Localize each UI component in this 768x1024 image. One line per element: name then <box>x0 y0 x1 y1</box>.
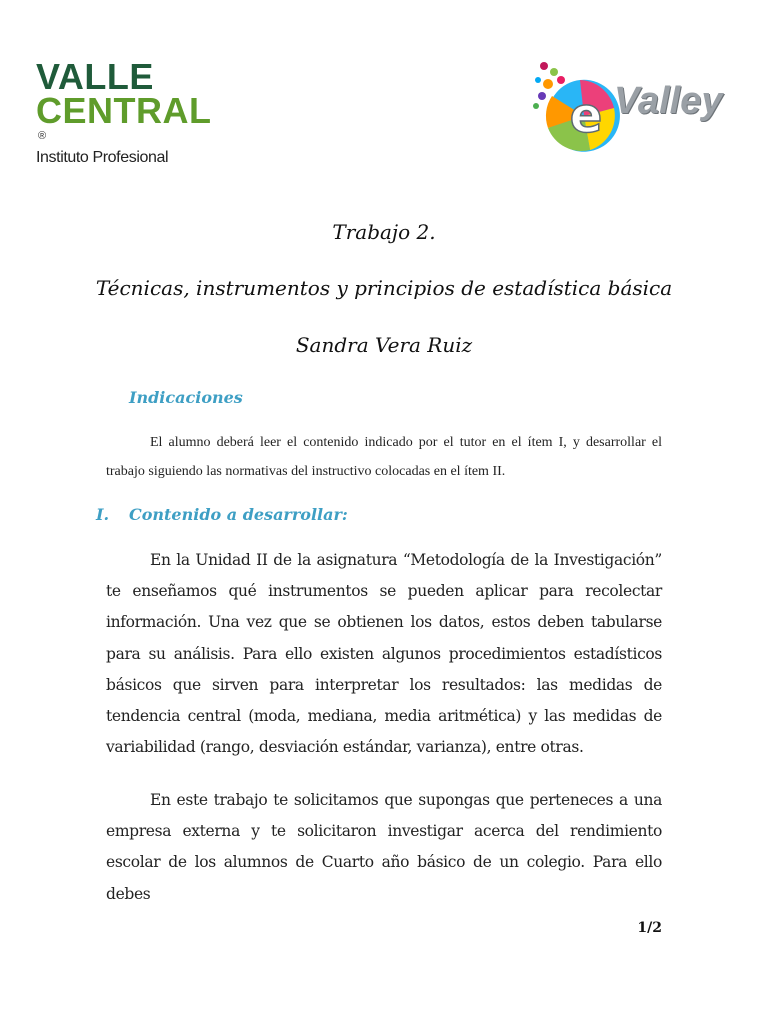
indicaciones-heading: Indicaciones <box>129 388 243 407</box>
section-heading: Contenido a desarrollar: <box>129 505 348 524</box>
section-number: I. <box>96 505 110 524</box>
evalley-logo <box>528 58 748 158</box>
evalley-e-letter: e <box>569 88 603 144</box>
content-paragraph-1: En la Unidad II de la asignatura “Metodología de la Investigación” te enseñamos qué instrumentos se pueden aplicar para recolectar información. Una vez que se obtienen los datos, estos deben tabularse para su análisis. Para ello existen algunos procedimientos estadísticos básicos que sirven para interpretar los resultados: las medidas de tendencia central (moda, mediana, media aritmética) y las medidas de variabilidad (rango, desviación estándar, varianza), entre otras. <box>106 551 662 757</box>
logo-line-valle: VALLE <box>36 56 154 97</box>
indicaciones-text: El alumno deberá leer el contenido indicado por el tutor en el ítem I, y desarrollar el trabajo siguiendo las normativas del instructivo colocadas en el ítem II. <box>106 435 662 479</box>
document-subtitle: Técnicas, instrumentos y principios de estadística básica <box>95 276 673 300</box>
content-paragraph-2: En este trabajo te solicitamos que supongas que perteneces a una empresa externa y te solicitaron investigar acerca del rendimiento escolar de los alumnos de Cuarto año básico de un colegio. Para ello debes <box>106 791 662 903</box>
page-number: 1/2 <box>637 920 662 936</box>
document-title: Trabajo 2. <box>332 220 436 244</box>
logo-line-instituto: Instituto Profesional <box>36 149 169 166</box>
evalley-wordmark: Valley <box>614 80 723 122</box>
registered-mark: ® <box>38 130 47 142</box>
author-name: Sandra Vera Ruiz <box>295 333 473 357</box>
valle-central-logo <box>36 56 212 167</box>
logo-line-central: CENTRAL <box>36 90 212 131</box>
